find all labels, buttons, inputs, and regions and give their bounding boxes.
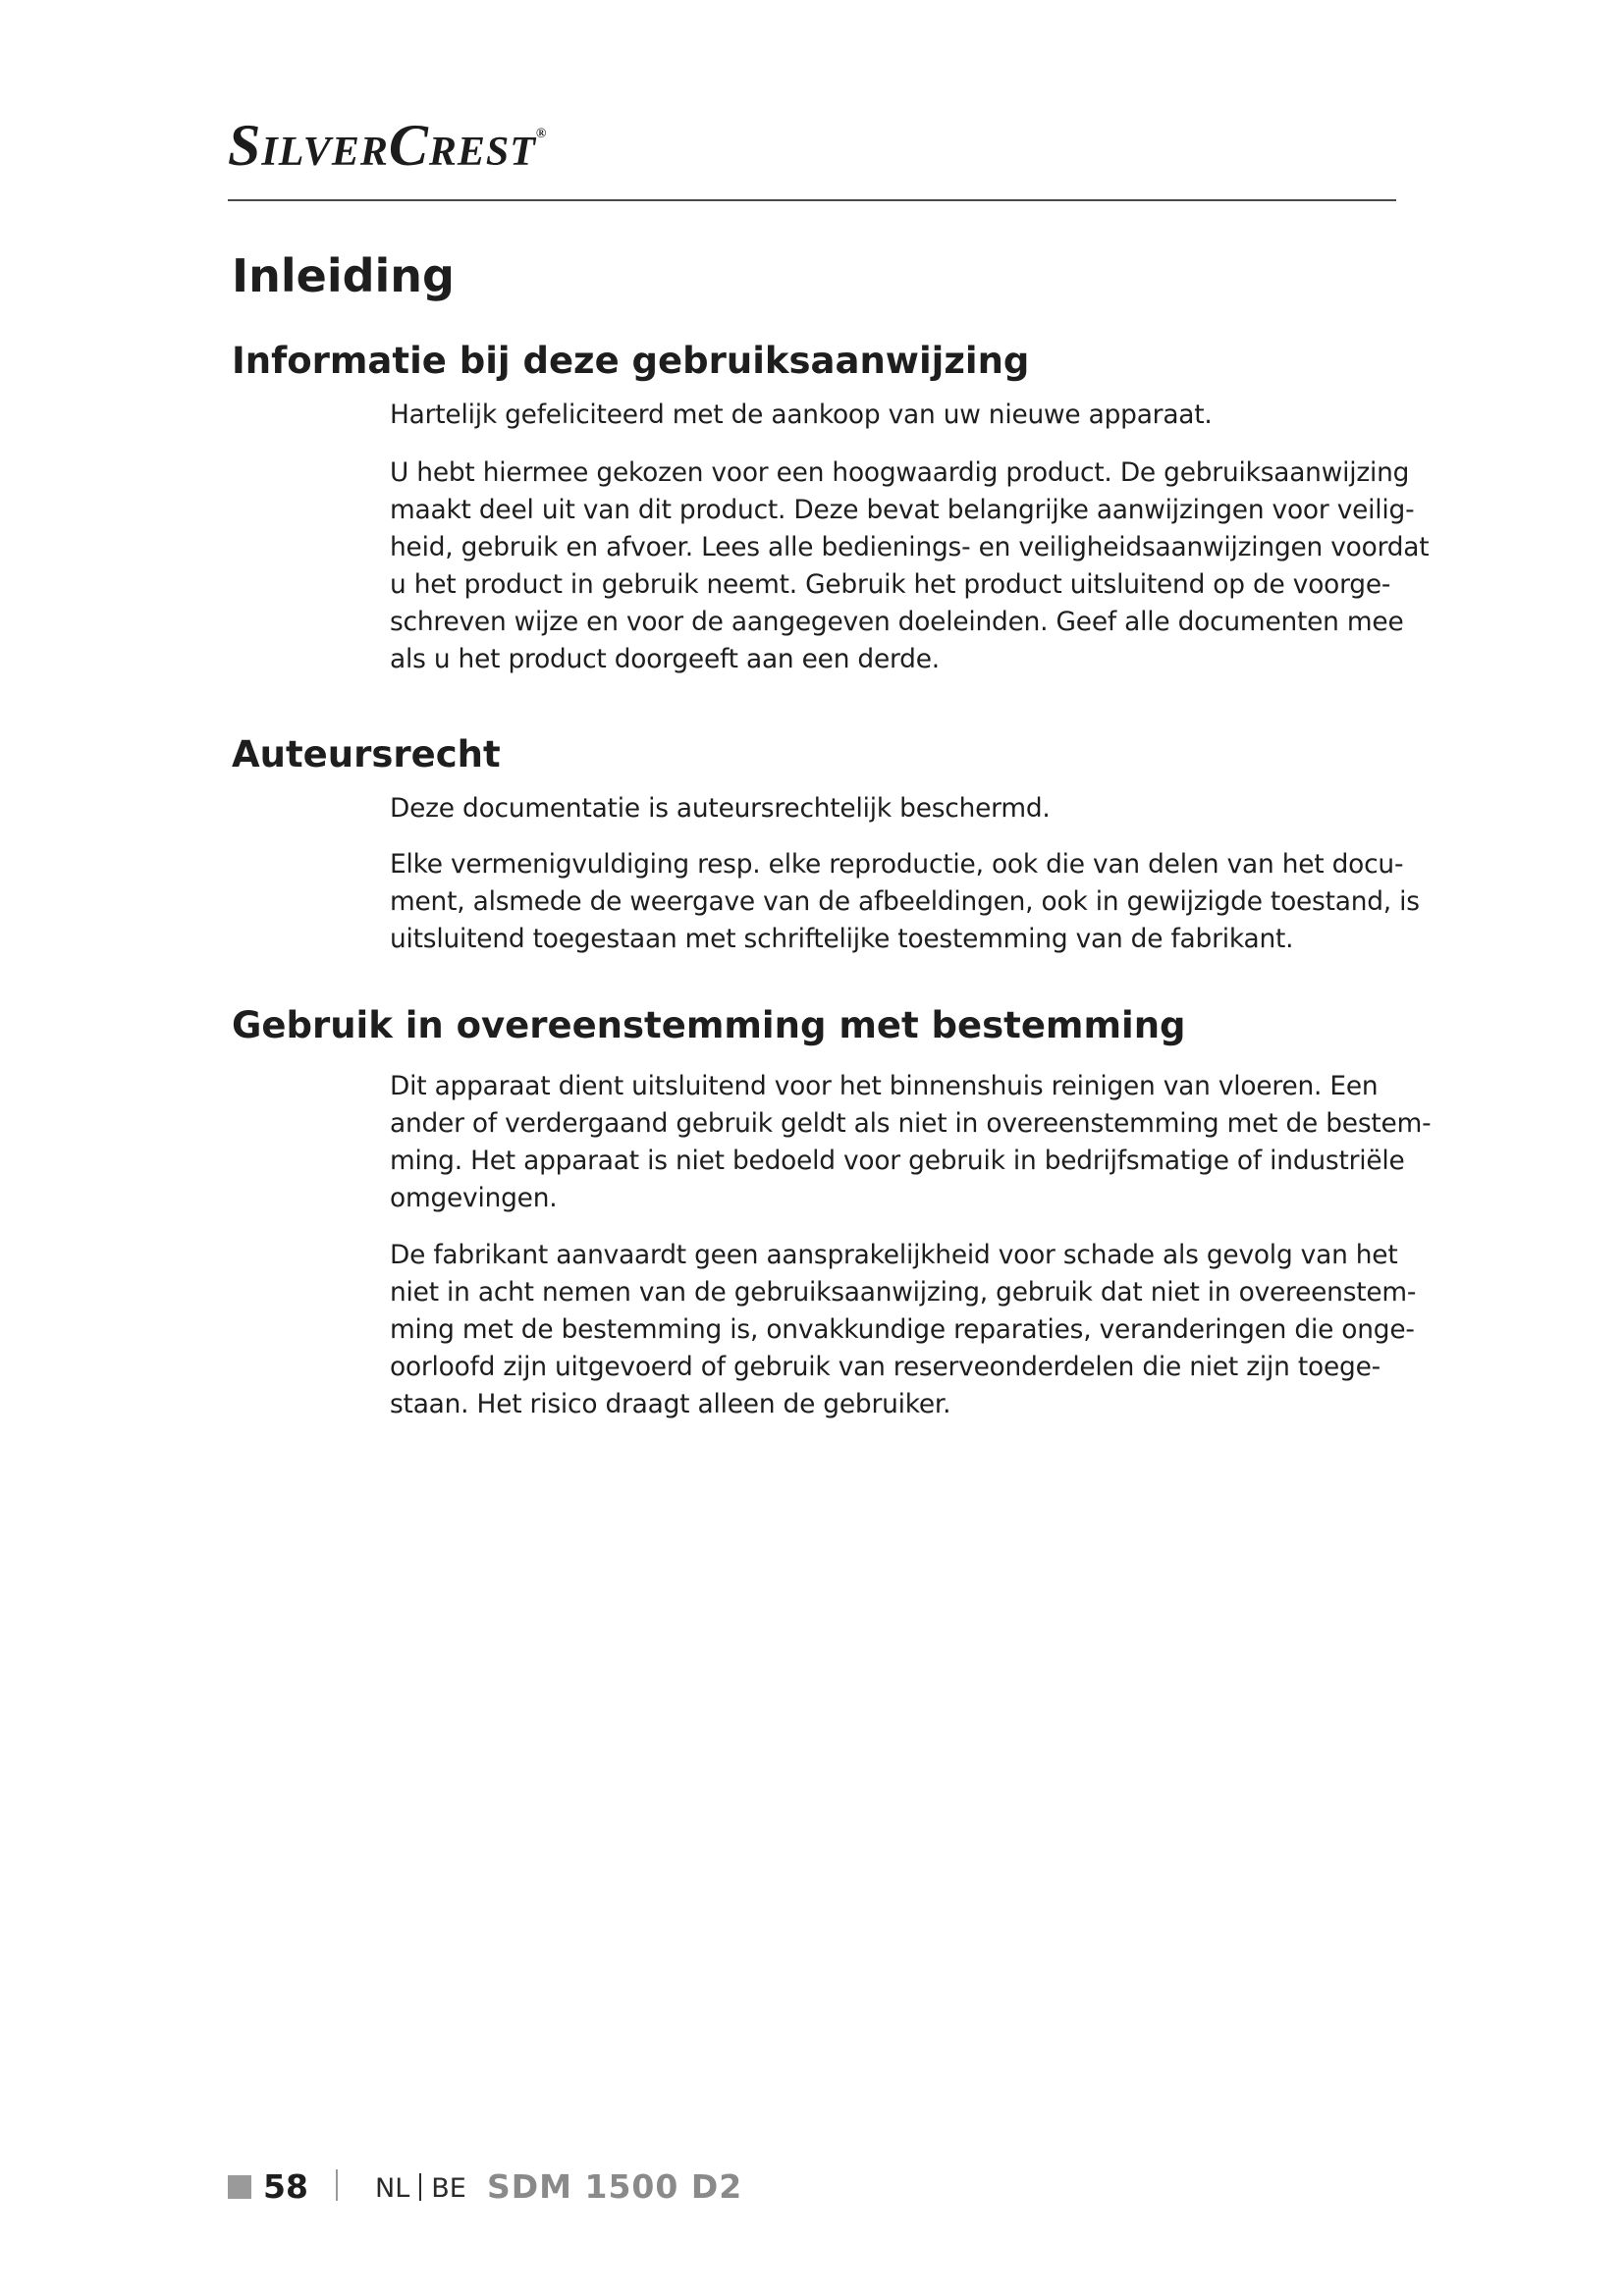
language-indicator: NL BE [375,2173,466,2204]
language-divider [419,2173,421,2201]
section-paragraph: U hebt hiermee gekozen voor een hoogwaardig product. De gebruiksaanwijzing maakt deel uit van dit product. Deze bevat belangrijke aanwijzingen voor veilig- heid, gebruik en afvoer. Lees alle bedienings- en veiligheidsaanwijzingen voordat u het product in gebruik neemt. Gebruik het product uitsluitend op de voorge- schreven wijze en voor de aangegeven doeleinden. Geef alle documenten mee als u het product doorgeeft aan een derde. [390,457,1430,674]
brand-logo: SilverCrest® [228,113,548,178]
page-number: 58 [263,2167,308,2206]
section-paragraph: Dit apparaat dient uitsluitend voor het binnenshuis reinigen van vloeren. Een ander of verdergaand gebruik geldt als niet in overeenstemming met de bestem- ming. Het apparaat is niet bedoeld voor gebruik in bedrijfsmatige of industriële omgevingen. [390,1071,1432,1213]
model-number: SDM 1500 D2 [487,2167,743,2206]
section-paragraph: Deze documentatie is auteursrechtelijk beschermd. [390,793,1051,824]
footer-square-icon [228,2175,251,2199]
header-divider [228,199,1396,201]
section-paragraph: De fabrikant aanvaardt geen aansprakelijkheid voor schade als gevolg van het niet in acht nemen van de gebruiksaanwijzing, gebruik dat niet in overeenstem- ming met de bestemming is, onvakkundige reparaties, veranderingen die onge- oorloofd zijn uitgevoerd of gebruik van reserveonderdelen die niet zijn toege- staan. Het risico draagt alleen de gebruiker. [390,1240,1417,1419]
footer-divider [336,2169,338,2201]
page-title: Inleiding [232,249,455,302]
section-heading-gebruik: Gebruik in overeenstemming met bestemming [232,1004,1186,1046]
section-paragraph: Hartelijk gefeliciteerd met de aankoop van uw nieuwe apparaat. [390,400,1213,430]
section-heading-informatie: Informatie bij deze gebruiksaanwijzing [232,340,1030,382]
section-heading-auteursrecht: Auteursrecht [232,733,501,775]
section-paragraph: Elke vermenigvuldiging resp. elke reproductie, ook die van delen van het docu- ment, alsmede de weergave van de afbeeldingen, ook in gewijzigde toestand, is uitsluitend toegestaan met schriftelijke toestemming van de fabrikant. [390,849,1420,954]
registered-mark: ® [535,127,548,141]
